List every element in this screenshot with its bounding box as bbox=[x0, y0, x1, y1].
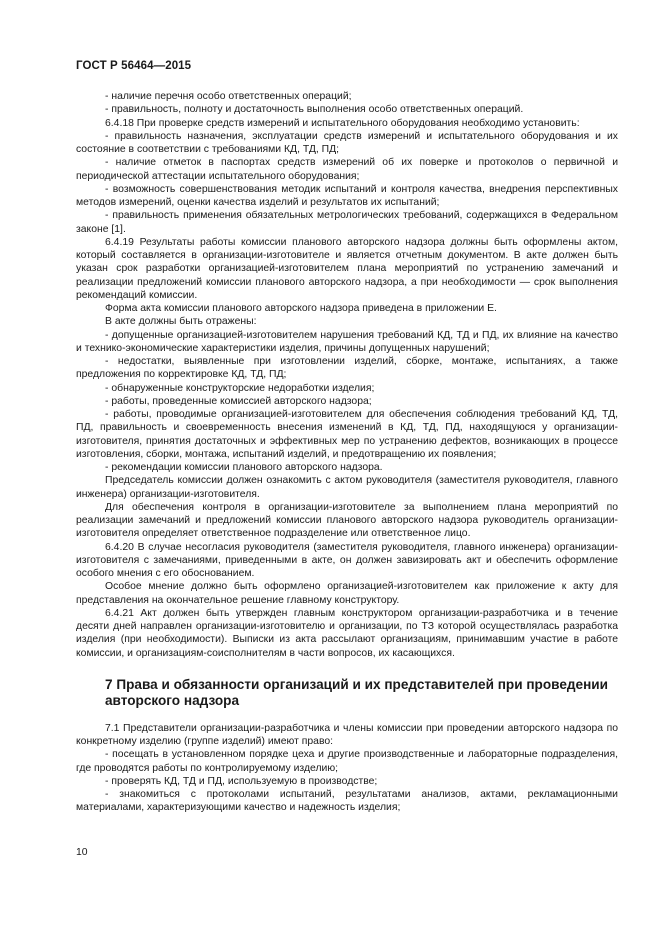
paragraph: - знакомиться с протоколами испытаний, результатами анализов, актами, рекламационными материалами, характеризующими качество и надежность изделия; bbox=[76, 789, 618, 814]
paragraph: - посещать в установленном порядке цеха и другие производственные и лабораторные подразделения, где проводятся работы по контролируемому изделию; bbox=[76, 749, 618, 774]
paragraph: Председатель комиссии должен ознакомить с актом руководителя (заместителя руководителя, главного инженера) организации-изготовителя. bbox=[76, 475, 618, 500]
paragraph: 6.4.18 При проверке средств измерений и испытательного оборудования необходимо установить: bbox=[105, 117, 580, 129]
paragraph: - недостатки, выявленные при изготовлении изделий, сборке, монтаже, испытаниях, а также предложения по корректировке КД, ТД, ПД; bbox=[76, 356, 618, 381]
paragraph: 6.4.19 Результаты работы комиссии планового авторского надзора должны быть оформлены актом, который составляется в организации-изготовителе и является отчетным документом. В акте должен быть указан срок разработки организацией-изготовителем плана мероприятий по устранению замечаний и реализации предложений комиссии планового авторского надзора, а при необходимости — срок выполнения рекомендаций комиссии. bbox=[76, 236, 618, 301]
paragraph: - допущенные организацией-изготовителем нарушения требований КД, ТД и ПД, их влияние на качество и технико-экономические характеристики изделия, причины допущенных нарушений; bbox=[76, 329, 618, 354]
paragraph: - проверять КД, ТД и ПД, используемую в производстве; bbox=[105, 775, 378, 787]
paragraph: 6.4.20 В случае несогласия руководителя (заместителя руководителя, главного инженера) организации-изготовителя с замечаниями, приведенными в акте, он должен завизировать акт и обеспечить оформление особого мнения с его обоснованием. bbox=[76, 541, 618, 579]
paragraph: - работы, проводимые организацией-изготовителем для обеспечения соблюдения требований КД, ТД, ПД, правильность и своевременность внесения изменений в КД, ТД, ПД, находящуюся у организации-изготовителя, принятия достаточных и эффективных мер по устранению дефектов, возникающих в процессе изготовления, сборки, монтажа, испытаний изделий, и предотвращению их появления; bbox=[76, 409, 618, 460]
paragraph: Особое мнение должно быть оформлено организацией-изготовителем как приложение к акту для представления на окончательное решение главному конструктору. bbox=[76, 581, 618, 606]
document-body bbox=[76, 90, 618, 815]
paragraph: 6.4.21 Акт должен быть утвержден главным конструктором организации-разработчика и в течение десяти дней направлен организации-изготовителю и организации, по ТЗ которой осуществлялась разработка изделия (при необходимости). Выписки из акта рассылают организациям, принимавшим участие в работе комиссии, и организациям-соисполнителям в части вопросов, их касающихся. bbox=[76, 607, 618, 659]
paragraph: 7.1 Представители организации-разработчика и члены комиссии при проведении авторского надзора по конкретному изделию (группе изделий) имеют право: bbox=[76, 722, 618, 747]
paragraph: - возможность совершенствования методик испытаний и контроля качества, внедрения перспективных методов измерений, оценки качества изделий и результатов их испытаний; bbox=[76, 183, 618, 208]
paragraph: Для обеспечения контроля в организации-изготовителе за выполнением плана мероприятий по реализации замечаний и предложений комиссии планового авторского надзора руководитель организации-изготовителя определяет ответственное подразделение или ответственное лицо. bbox=[76, 501, 618, 540]
paragraph: - правильность назначения, эксплуатации средств измерений и испытательного оборудования и их состояние в соответствии с требованиями КД, ТД, ПД; bbox=[76, 130, 618, 155]
paragraph: - наличие отметок в паспортах средств измерений об их поверке и протоколов о первичной и периодической аттестации испытательного оборудования; bbox=[76, 157, 618, 182]
document-header: ГОСТ Р 56464—2015 bbox=[76, 60, 192, 72]
paragraph: В акте должны быть отражены: bbox=[105, 316, 257, 328]
paragraph: - работы, проведенные комиссией авторского надзора; bbox=[105, 395, 372, 407]
section-heading: 7 Права и обязанности организаций и их представителей при проведении авторского надзора bbox=[105, 676, 609, 708]
paragraph: - рекомендации комиссии планового авторского надзора. bbox=[105, 462, 383, 473]
page-number: 10 bbox=[76, 847, 88, 858]
paragraph: - правильность применения обязательных метрологических требований, содержащихся в Федеральном законе [1]. bbox=[76, 210, 618, 235]
paragraph: Форма акта комиссии планового авторского надзора приведена в приложении Е. bbox=[105, 303, 497, 314]
paragraph: - обнаруженные конструкторские недоработки изделия; bbox=[105, 382, 375, 394]
paragraph: - правильность, полноту и достаточность выполнения особо ответственных операций. bbox=[105, 104, 524, 116]
paragraph: - наличие перечня особо ответственных операций; bbox=[105, 91, 352, 102]
